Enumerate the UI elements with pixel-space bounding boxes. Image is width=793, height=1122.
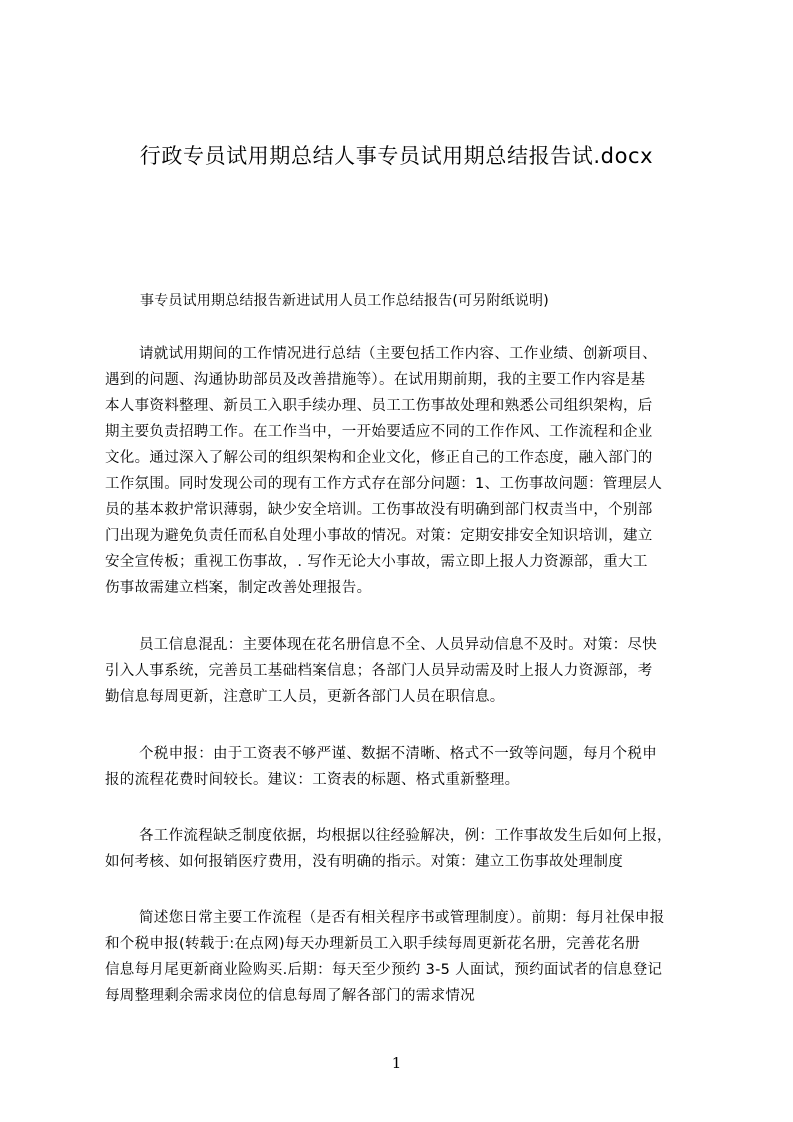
paragraph-line: 遇到的问题、沟通协助部员及改善措施等）。在试用期前期，我的主要工作内容是基	[105, 372, 646, 388]
paragraph-line: 门出现为避免负责任而私自处理小事故的情况。对策：定期安排安全知识培训，建立	[105, 528, 653, 544]
paragraph-line: 信息每月尾更新商业险购买.后期：每天至少预约 3-5 人面试，预约面试者的信息登记	[105, 962, 663, 978]
paragraph-line: 安全宣传板；重视工伤事故，. 写作无论大小事故，需立即上报人力资源部，重大工	[105, 554, 648, 570]
paragraph-line: 个税申报：由于工资表不够严谨、数据不清晰、格式不一致等问题，每月个税申	[139, 746, 657, 762]
paragraph-workflow-basis	[105, 823, 703, 875]
paragraph-work-summary	[105, 341, 703, 601]
paragraph-line: 简述您日常主要工作流程（是否有相关程序书或管理制度）。前期：每月社保申报	[139, 910, 665, 926]
paragraph-line: 工作氛围。同时发现公司的现有工作方式存在部分问题：1、工伤事故问题：管理层人	[105, 476, 663, 492]
paragraph-line: 各工作流程缺乏制度依据，均根据以往经验解决，例：工作事故发生后如何上报，	[139, 828, 672, 844]
paragraph-daily-workflow	[105, 905, 703, 1009]
paragraph-line: 员工信息混乱：主要体现在花名册信息不全、人员异动信息不及时。对策：尽快	[139, 637, 657, 653]
paragraph-line: 请就试用期间的工作情况进行总结（主要包括工作内容、工作业绩、创新项目、	[139, 346, 657, 362]
paragraph-line: 本人事资料整理、新员工入职手续办理、员工工伤事故处理和熟悉公司组织架构，后	[105, 398, 653, 414]
paragraph-line: 每周整理剩余需求岗位的信息每周了解各部门的需求情况	[105, 988, 475, 1004]
paragraph-employee-info	[105, 632, 703, 710]
paragraph-line: 引入人事系统，完善员工基础档案信息；各部门人员异动需及时上报人力资源部，考	[105, 663, 653, 679]
paragraph-tax-declaration	[105, 741, 703, 793]
paragraph-line: 伤事故需建立档案，制定改善处理报告。	[105, 580, 372, 596]
page-number: 1	[391, 1054, 402, 1072]
paragraph-line: 勤信息每周更新，注意旷工人员，更新各部门人员在职信息。	[105, 689, 505, 705]
paragraph-line: 报的流程花费时间较长。建议：工资表的标题、格式重新整理。	[105, 772, 520, 788]
document-title: 行政专员试用期总结人事专员试用期总结报告试.docx	[139, 144, 654, 168]
paragraph-line: 如何考核、如何报销医疗费用，没有明确的指示。对策：建立工伤事故处理制度	[105, 854, 623, 870]
paragraph-line: 期主要负责招聘工作。在工作当中，一开始要适应不同的工作作风、工作流程和企业	[105, 424, 653, 440]
paragraph-line: 员的基本救护常识薄弱，缺少安全培训。工伤事故没有明确到部门权责当中，个别部	[105, 502, 653, 518]
paragraph-line: 文化。通过深入了解公司的组织架构和企业文化，修正自己的工作态度，融入部门的	[105, 450, 653, 466]
document-subtitle: 事专员试用期总结报告新进试用人员工作总结报告(可另附纸说明)	[140, 293, 549, 309]
paragraph-line: 和个税申报(转载于:在点网)每天办理新员工入职手续每周更新花名册，完善花名册	[105, 936, 641, 952]
